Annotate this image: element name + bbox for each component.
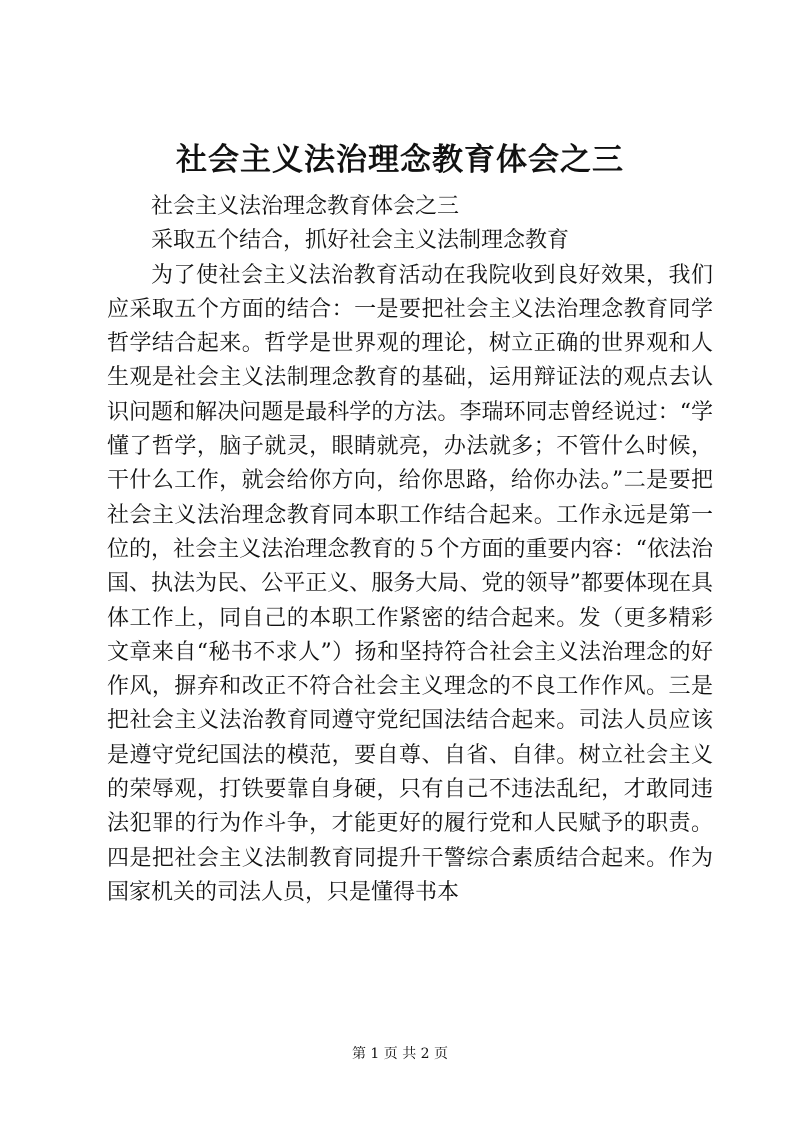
document-body	[107, 190, 713, 910]
paragraph-heading: 采取五个结合，抓好社会主义法制理念教育	[151, 228, 570, 254]
paragraph-subtitle: 社会主义法治理念教育体会之三	[151, 194, 460, 219]
paragraph-main: 为了使社会主义法治教育活动在我院收到良好效果，我们应采取五个方面的结合：一是要把社会主义法治理念教育同学哲学结合起来。哲学是世界观的理论，树立正确的世界观和人生观是社会主义法制理念教育的基础，运用辩证法的观点去认识问题和解决问题是最科学的方法。李瑞环同志曾经说过：“学懂了哲学，脑子就灵，眼睛就亮，办法就多；不管什么时候，干什么工作，就会给你方向，给你思路，给你办法。”二是要把社会主义法治理念教育同本职工作结合起来。工作永远是第一位的，社会主义法治理念教育的５个方面的重要内容：“依法治国、执法为民、公平正义、服务大局、党的领导”都要体现在具体工作上，同自己的本职工作紧密的结合起来。发（更多精彩文章来自“秘书不求人”）扬和坚持符合社会主义法治理念的好作风，摒弃和改正不符合社会主义理念的不良工作作风。三是把社会主义法治教育同遵守党纪国法结合起来。司法人员应该是遵守党纪国法的模范，要自尊、自省、自律。树立社会主义的荣辱观，打铁要靠自身硬，只有自己不违法乱纪，才敢同违法犯罪的行为作斗争，才能更好的履行党和人民赋予的职责。四是把社会主义法制教育同提升干警综合素质结合起来。作为国家机关的司法人员，只是懂得书本	[107, 262, 713, 905]
document-title: 社会主义法治理念教育体会之三	[176, 142, 624, 178]
page-footer: 第 1 页 共 2 页	[351, 1046, 449, 1062]
